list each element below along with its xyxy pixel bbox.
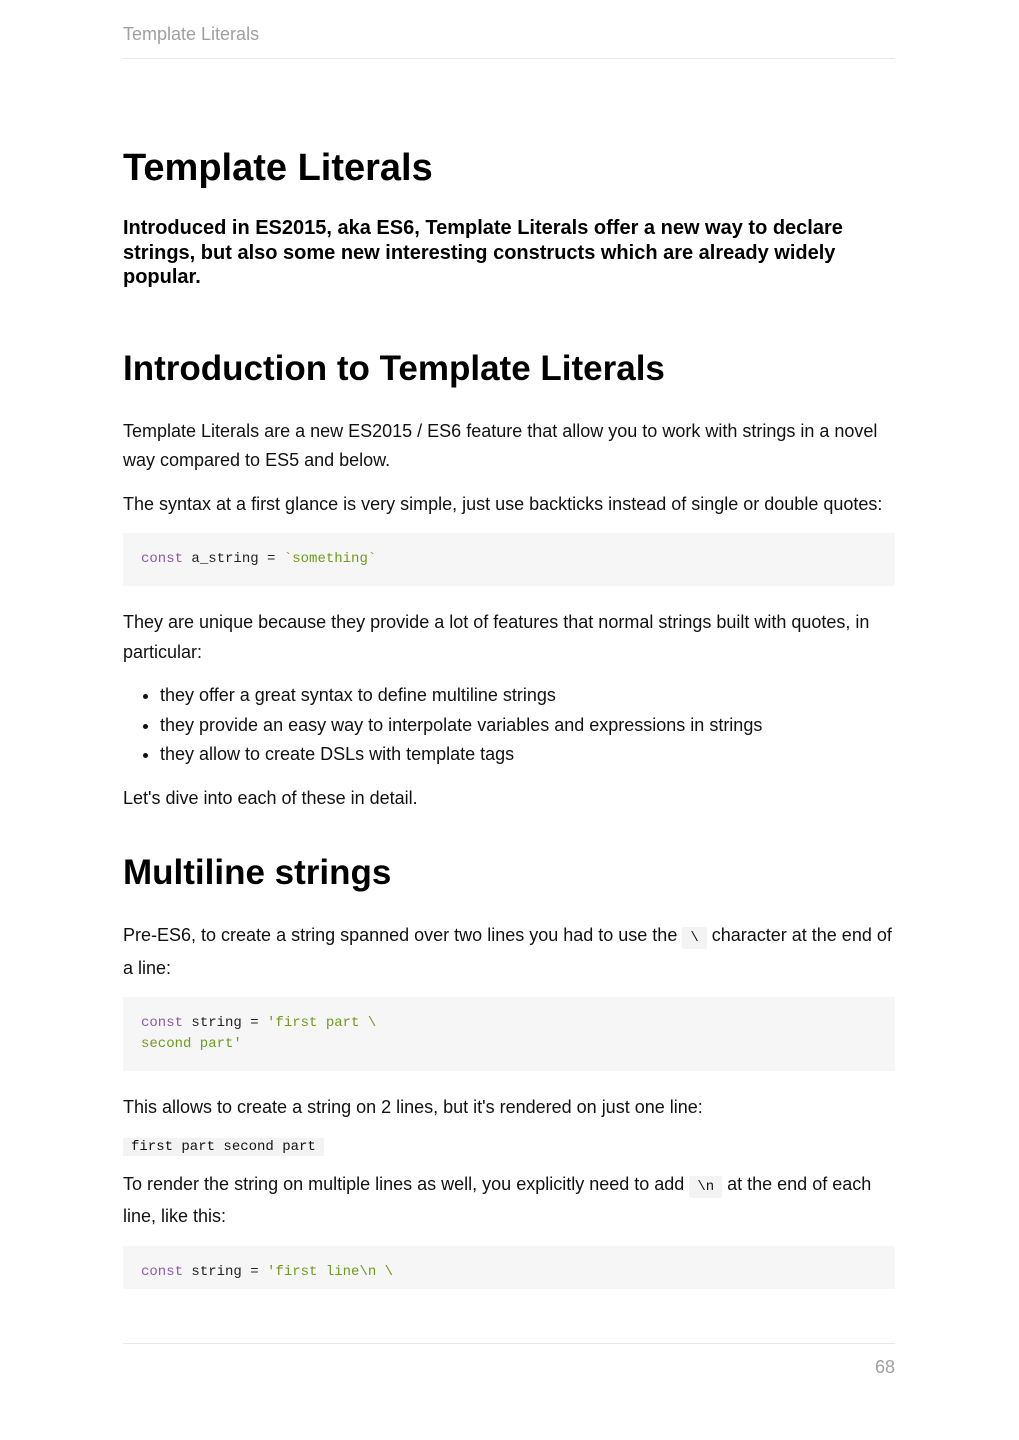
intro-paragraph-4: Let's dive into each of these in detail. [123,787,418,808]
code-string: 'first part \ [267,1015,377,1031]
intro-paragraph-1: Template Literals are a new ES2015 / ES6 feature that allow you to work with strings in a novel way compared to ES5 and below. [123,420,878,470]
text-run: To render the string on multiple lines as well, you explicitly need to add [123,1173,690,1194]
code-string: `something` [283,551,377,567]
page-number: 68 [123,1343,895,1378]
code-block-intro [123,533,895,586]
intro-paragraph-3: They are unique because they provide a lot of features that normal strings built with quotes, in particular: [123,612,870,662]
list-item: • they provide an easy way to interpolate variables and expressions in strings [160,711,895,741]
inline-code: \n [689,1176,722,1198]
code-text: string = [183,1263,268,1280]
code-block-multiline-1 [123,997,895,1071]
code-string: 'first line\n \ [267,1263,394,1280]
code-keyword: const [141,1263,184,1280]
multiline-paragraph-3 [123,1170,895,1232]
code-text: a_string = [183,551,284,567]
code-block-multiline-2 [123,1246,895,1289]
page-content [123,144,895,1311]
section-heading-intro: Introduction to Template Literals [123,348,665,388]
list-item: • they allow to create DSLs with template tags [160,740,895,770]
text-run: character at the end of a line: [123,925,892,978]
lead-paragraph: Introduced in ES2015, aka ES6, Template Literals offer a new way to declare strings, but also some new interesting constructs which are already widely popular. [123,217,843,288]
page-title: Template Literals [123,147,433,189]
running-header: Template Literals [123,24,895,59]
text-run: at the end of each line, like this: [123,1173,872,1226]
intro-paragraph-2: The syntax at a first glance is very simple, just use backticks instead of single or double quotes: [123,493,883,514]
section-heading-multiline: Multiline strings [123,853,392,892]
text-run: Pre-ES6, to create a string spanned over two lines you had to use the [123,925,683,945]
feature-list [123,681,895,770]
inline-code: \ [682,927,706,949]
list-item: • they offer a great syntax to define multiline strings [160,681,895,711]
multiline-paragraph-2: This allows to create a string on 2 lines, but it's rendered on just one line: [123,1097,703,1117]
output-sample: first part second part [123,1138,324,1156]
code-text: string = [183,1015,268,1031]
code-keyword: const [141,1015,184,1031]
code-keyword: const [141,551,184,567]
multiline-paragraph-1 [123,921,895,983]
code-string: second part' [141,1036,242,1052]
